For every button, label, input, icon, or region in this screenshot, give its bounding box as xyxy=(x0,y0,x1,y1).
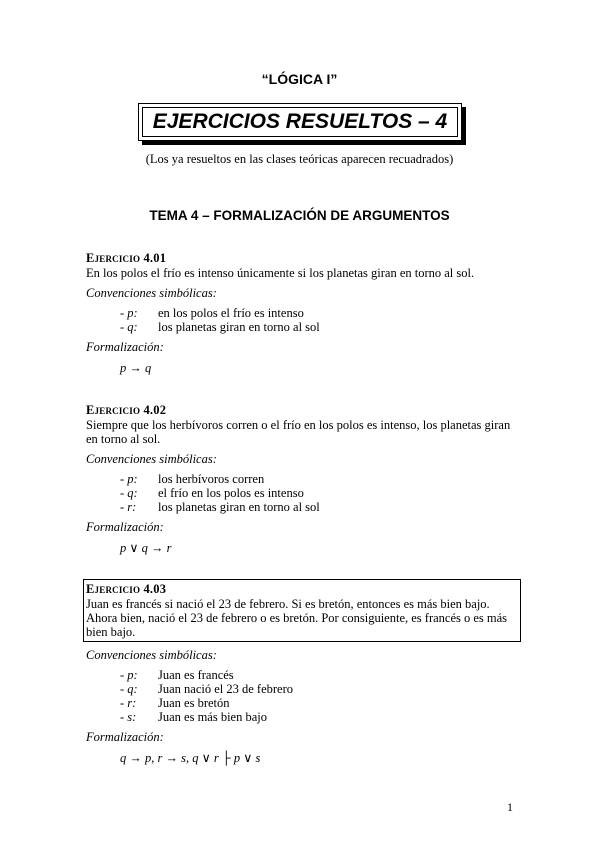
exercise-4-03 xyxy=(86,582,518,765)
convention-row xyxy=(120,486,518,500)
convention-meaning: los planetas giran en torno al sol xyxy=(158,500,320,514)
convention-row xyxy=(120,472,518,486)
topic-title: TEMA 4 – FORMALIZACIÓN DE ARGUMENTOS xyxy=(149,208,450,223)
exercise-box xyxy=(86,582,518,639)
exercise-heading: Ejercicio 4.02 xyxy=(86,403,167,417)
conventions-label: Convenciones simbólicas: xyxy=(86,648,217,662)
convention-meaning: Juan es más bien bajo xyxy=(158,710,268,724)
document-title: EJERCICIOS RESUELTOS – 4 xyxy=(152,110,448,133)
formalization-label: Formalización: xyxy=(86,340,164,354)
convention-variable: - r: xyxy=(120,696,137,710)
exercise-heading: Ejercicio 4.01 xyxy=(86,251,167,265)
convention-row xyxy=(120,668,518,682)
convention-variable: - r: xyxy=(120,500,137,514)
convention-variable: - p: xyxy=(120,472,138,486)
convention-row xyxy=(120,306,518,320)
title-box-inner xyxy=(142,107,458,137)
formula: p → q xyxy=(120,361,152,375)
formalization-label: Formalización: xyxy=(86,520,164,534)
convention-row xyxy=(120,682,518,696)
convention-variable: - p: xyxy=(120,306,138,320)
convention-row xyxy=(120,500,518,514)
title-box xyxy=(138,103,462,141)
exercise-4-01 xyxy=(86,251,518,375)
convention-row xyxy=(120,696,518,710)
conventions-list xyxy=(120,472,518,514)
convention-meaning: Juan es bretón xyxy=(158,696,230,710)
exercise-4-02 xyxy=(86,403,518,555)
exercise-heading: Ejercicio 4.03 xyxy=(86,582,167,596)
convention-variable: - q: xyxy=(120,682,138,696)
convention-meaning: los herbívoros corren xyxy=(158,472,265,486)
conventions-label: Convenciones simbólicas: xyxy=(86,452,217,466)
course-title: “LÓGICA I” xyxy=(261,71,338,87)
convention-row xyxy=(120,710,518,724)
convention-row xyxy=(120,320,518,334)
formula: q → p, r → s, q ∨ r ├ p ∨ s xyxy=(120,751,261,765)
page-number: 1 xyxy=(507,800,513,814)
convention-variable: - q: xyxy=(120,486,138,500)
exercise-statement: Siempre que los herbívoros corren o el frío en los polos es intenso, los planetas giran en torno al sol. xyxy=(86,418,511,446)
exercise-statement: En los polos el frío es intenso únicamente si los planetas giran en torno al sol. xyxy=(86,266,475,280)
convention-meaning: el frío en los polos es intenso xyxy=(158,486,304,500)
exercise-statement: Juan es francés si nació el 23 de febrero. Si es bretón, entonces es más bien bajo. Ahora bien, nació el 23 de febrero o es bretón. Por consiguiente, es francés o es más bien bajo. xyxy=(86,597,508,639)
convention-variable: - p: xyxy=(120,668,138,682)
boxed-note: (Los ya resueltos en las clases teóricas aparecen recuadrados) xyxy=(145,152,454,166)
convention-variable: - s: xyxy=(120,710,137,724)
convention-meaning: Juan nació el 23 de febrero xyxy=(158,682,294,696)
convention-meaning: los planetas giran en torno al sol xyxy=(158,320,320,334)
formula: p ∨ q → r xyxy=(120,541,172,555)
conventions-label: Convenciones simbólicas: xyxy=(86,286,217,300)
convention-variable: - q: xyxy=(120,320,138,334)
conventions-list xyxy=(120,668,518,724)
formalization-label: Formalización: xyxy=(86,730,164,744)
convention-meaning: Juan es francés xyxy=(158,668,234,682)
convention-meaning: en los polos el frío es intenso xyxy=(158,306,304,320)
conventions-list xyxy=(120,306,518,334)
